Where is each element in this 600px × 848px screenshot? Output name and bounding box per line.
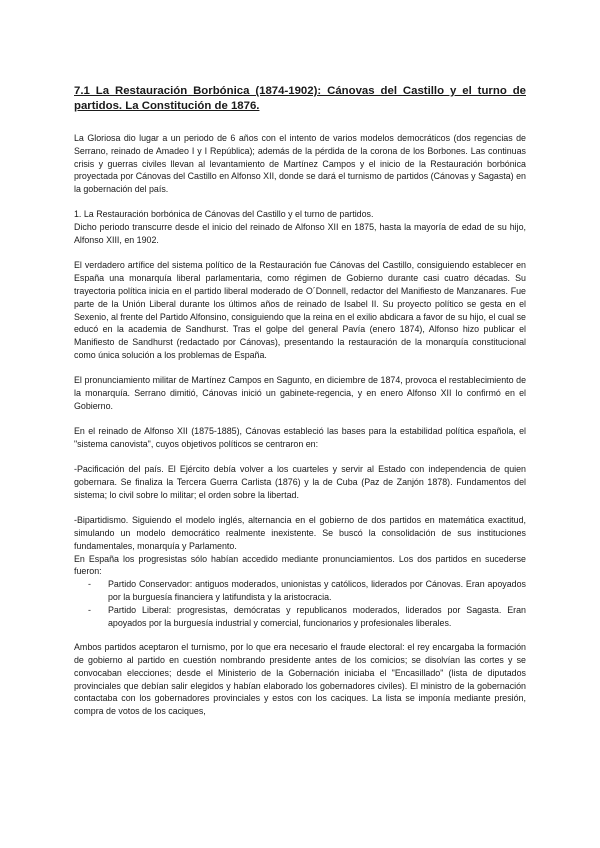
reinado-paragraph: En el reinado de Alfonso XII (1875-1885), Cánovas estableció las bases para la estabilidad política española, el "sistema canovista", cuyos objetivos políticos se centraron en:	[74, 426, 526, 449]
intro-paragraph: La Gloriosa dio lugar a un periodo de 6 años con el intento de varios modelos democráticos (dos regencias de Serrano, reinado de Amadeo I y I República); además de la pérdida de la corona de los Borbones. Las continuas crisis y guerras civiles llevan al levantamiento de Martínez Campos y el inicio de la Restauración borbónica proyectada por Cánovas del Castillo en Alfonso XII, donde se dará el turnismo de partidos (Cánovas y Sagasta) en la gobernación del país.	[74, 133, 526, 195]
document-title: 7.1 La Restauración Borbónica (1874-1902): Cánovas del Castillo y el turno de partidos. La Constitución de 1876.	[74, 85, 526, 112]
turnismo-paragraph: Ambos partidos aceptaron el turnismo, por lo que era necesario el fraude electoral: el rey encargaba la formación de gobierno al partido en cuestión nombrando presidente antes de los comicios; se disolvían las cortes y se convocaban elecciones; desde el Ministerio de la Gobernación iniciaba el "Encasillado" (lista de diputados provinciales que debían salir elegidos y habían elaborado los gobernadores civiles). El ministro de la gobernación contactaba con los gobernadores provinciales y estos con los caciques. La lista se imponía mediante presión, compra de votos de los caciques,	[74, 642, 526, 717]
bipartidismo-paragraph: -Bipartidismo. Siguiendo el modelo inglés, alternancia en el gobierno de dos partidos en matemática exactitud, simulando un modelo democrático realmente inexistente. Se buscó la consolidación de sus instituciones fundamentales, monarquía y Parlamento.	[74, 515, 526, 551]
party-conservador-text: Partido Conservador: antiguos moderados, unionistas y católicos, liderados por Cánovas. Eran apoyados por la burguesía financiera y latifundista y la aristocracia.	[108, 579, 526, 602]
section-heading: 1. La Restauración borbónica de Cánovas del Castillo y el turno de partidos.	[74, 209, 374, 220]
party-liberal-text: Partido Liberal: progresistas, demócratas y republicanos moderados, liderados por Sagasta. Eran apoyados por la burguesía industrial y comercial, funcionarios y profesionales liberales.	[108, 604, 526, 628]
artifice-paragraph: El verdadero artífice del sistema político de la Restauración fue Cánovas del Castillo, consiguiendo establecer en España una monarquía liberal parlamentaria, como régimen de Gobierno durante casi cuatro décadas. Su trayectoria política inicia en el partido liberal moderado de O´Donnell, redactor del Manifiesto de Manzanares. Fue parte de la Unión Liberal durante los últimos años de reinado de Isabel II. Su proyecto político se gesta en el Sexenio, al frente del Partido Alfonsino, consiguiendo que la reina en el exilio abdicara a favor de su hijo, el cual se educó en la academia de Sandhurst. Tras el golpe del general Pavía (enero 1874), Alfonso hizo publicar el Manifiesto de Sandhurst (redactado por Cánovas), presentando la restauración de la monarquía constitucional como única solución a los problemas de España.	[74, 260, 526, 360]
list-item	[74, 604, 526, 630]
progresistas-paragraph: En España los progresistas sólo habían accedido mediante pronunciamientos. Los dos partidos en sucederse fueron:	[74, 553, 526, 577]
parties-list	[74, 578, 526, 629]
pronunciamiento-paragraph: El pronunciamiento militar de Martínez Campos en Sagunto, en diciembre de 1874, provoca el restablecimiento de la monarquía. Serrano dimitió, Cánovas inició un gabinete-regencia, y en enero Alfonso XII lo confirmó en el Gobierno.	[74, 375, 526, 411]
pacificacion-paragraph: -Pacificación del país. El Ejército debía volver a los cuarteles y servir al Estado con independencia de quien gobernara. Se finaliza la Tercera Guerra Carlista (1876) y la de Cuba (Paz de Zanjón 1878). Fundamentos del sistema; lo civil sobre lo militar; el orden sobre la libertad.	[74, 464, 526, 500]
section-intro-paragraph: Dicho periodo transcurre desde el inicio del reinado de Alfonso XII en 1875, hasta la mayoría de edad de su hijo, Alfonso XIII, en 1902.	[74, 222, 526, 246]
list-dash: -	[88, 604, 91, 615]
list-item	[74, 578, 526, 604]
list-dash: -	[88, 579, 91, 590]
